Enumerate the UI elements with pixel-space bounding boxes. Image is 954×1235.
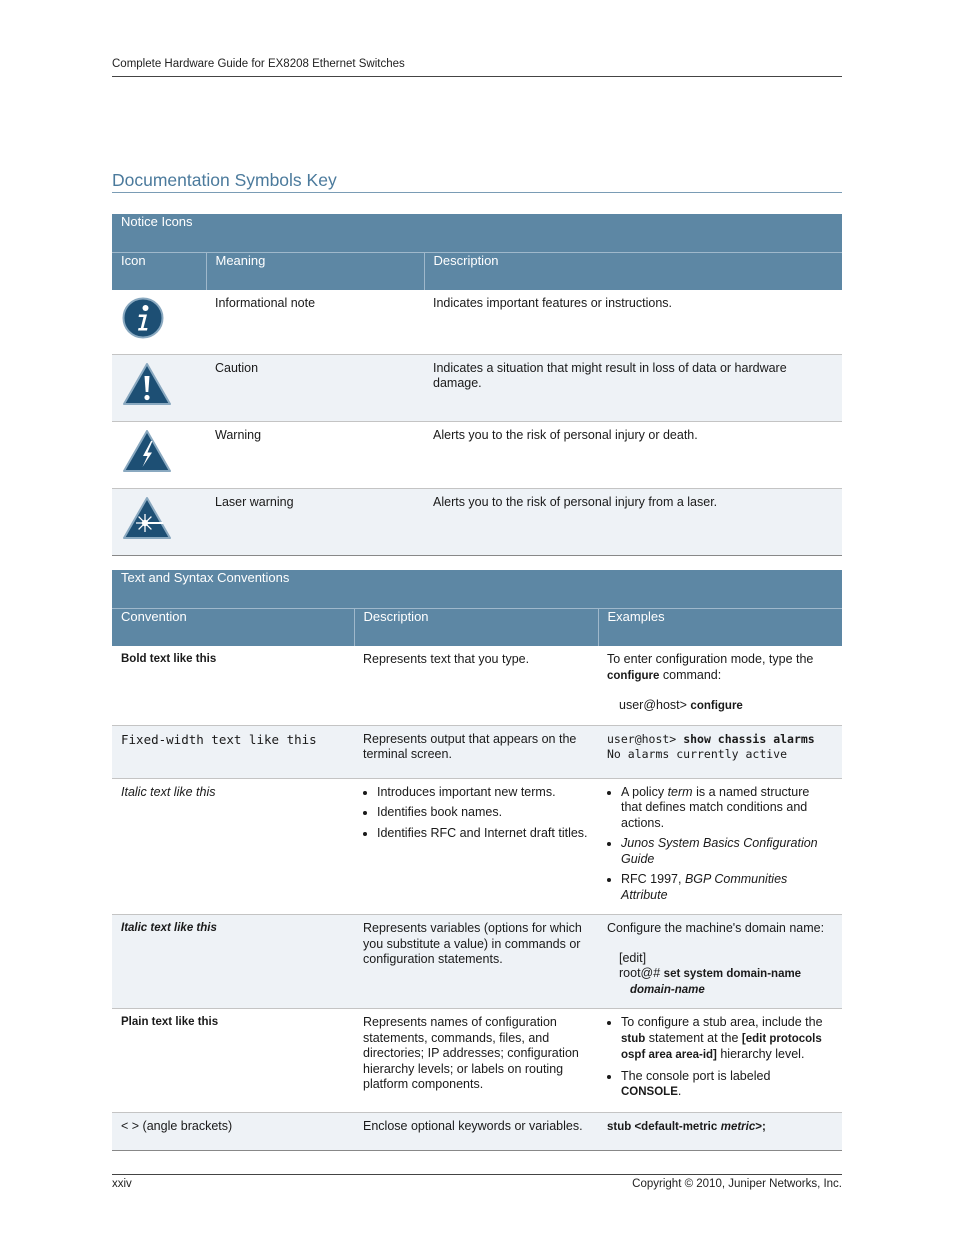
- convention-description: Represents names of configuration statements, commands, files, and directories; IP addresses; configuration hierarchy levels; or labels on routing platform components.: [354, 1009, 598, 1113]
- notice-meaning: Informational note: [206, 290, 424, 354]
- convention-example: stub <default-metric metric>;: [598, 1112, 842, 1150]
- convention-name: Italic text like this: [112, 915, 354, 1009]
- convention-name: < > (angle brackets): [112, 1112, 354, 1150]
- notice-table-title: Notice Icons: [112, 214, 842, 253]
- notice-description: Alerts you to the risk of personal injury or death.: [424, 421, 842, 488]
- notice-row-informational: [112, 290, 842, 354]
- convention-description: Represents text that you type.: [354, 646, 598, 725]
- notice-meaning: Laser warning: [206, 488, 424, 555]
- laser-warning-icon: [121, 495, 173, 541]
- convention-description: Enclose optional keywords or variables.: [354, 1112, 598, 1150]
- list-item: • Identifies RFC and Internet draft titles.: [377, 826, 589, 842]
- convention-example: Configure the machine's domain name: [edit] root@# set system domain-name domain-name: [598, 915, 842, 1009]
- convention-name: Fixed-width text like this: [112, 725, 354, 778]
- convention-name: Bold text like this: [112, 646, 354, 725]
- convention-name: Plain text like this: [112, 1009, 354, 1113]
- syntax-table-title: Text and Syntax Conventions: [112, 570, 842, 609]
- convention-example: [598, 778, 842, 915]
- notice-meaning: Caution: [206, 354, 424, 421]
- column-header-description: Description: [354, 609, 598, 647]
- page-number: xxiv: [112, 1178, 132, 1190]
- notice-description: Indicates a situation that might result in loss of data or hardware damage.: [424, 354, 842, 421]
- list-item: • Junos System Basics Configuration Guide: [621, 836, 833, 867]
- notice-icons-table: [112, 214, 842, 556]
- section-title: Documentation Symbols Key: [112, 170, 337, 190]
- convention-row-italic-variable: [112, 915, 842, 1009]
- notice-row-warning: [112, 421, 842, 488]
- info-icon: [121, 296, 165, 340]
- caution-icon: [121, 361, 173, 407]
- column-header-convention: Convention: [112, 609, 354, 647]
- notice-row-laser-warning: [112, 488, 842, 555]
- notice-row-caution: [112, 354, 842, 421]
- list-item: • RFC 1997, BGP Communities Attribute: [621, 872, 833, 903]
- convention-example: [598, 1009, 842, 1113]
- convention-row-bold: [112, 646, 842, 725]
- running-header: Complete Hardware Guide for EX8208 Ethernet Switches: [112, 58, 405, 70]
- column-header-meaning: Meaning: [206, 253, 424, 291]
- convention-row-fixed-width: [112, 725, 842, 778]
- convention-description: [354, 778, 598, 915]
- column-header-description: Description: [424, 253, 842, 291]
- list-item: • Identifies book names.: [377, 805, 589, 821]
- list-item: • To configure a stub area, include the stub statement at the [edit protocols ospf area area-id] hierarchy level.: [621, 1015, 833, 1064]
- convention-name: Italic text like this: [112, 778, 354, 915]
- header-divider: [112, 76, 842, 77]
- column-header-examples: Examples: [598, 609, 842, 647]
- convention-row-italic: [112, 778, 842, 915]
- column-header-icon: Icon: [112, 253, 206, 291]
- convention-example: To enter configuration mode, type the configure command: user@host> configure: [598, 646, 842, 725]
- list-item: • A policy term is a named structure that defines match conditions and actions.: [621, 785, 833, 832]
- copyright-notice: Copyright © 2010, Juniper Networks, Inc.: [632, 1178, 842, 1190]
- footer-divider: [112, 1174, 842, 1175]
- convention-description: Represents output that appears on the terminal screen.: [354, 725, 598, 778]
- warning-icon: [121, 428, 173, 474]
- syntax-conventions-table: [112, 570, 842, 1151]
- notice-description: Indicates important features or instructions.: [424, 290, 842, 354]
- convention-row-angle-brackets: [112, 1112, 842, 1150]
- notice-description: Alerts you to the risk of personal injury from a laser.: [424, 488, 842, 555]
- convention-row-plain: [112, 1009, 842, 1113]
- list-item: • The console port is labeled CONSOLE.: [621, 1069, 833, 1101]
- notice-meaning: Warning: [206, 421, 424, 488]
- convention-example: user@host> show chassis alarms No alarms currently active: [598, 725, 842, 778]
- section-divider: [112, 192, 842, 193]
- list-item: • Introduces important new terms.: [377, 785, 589, 801]
- convention-description: Represents variables (options for which you substitute a value) in commands or configuration statements.: [354, 915, 598, 1009]
